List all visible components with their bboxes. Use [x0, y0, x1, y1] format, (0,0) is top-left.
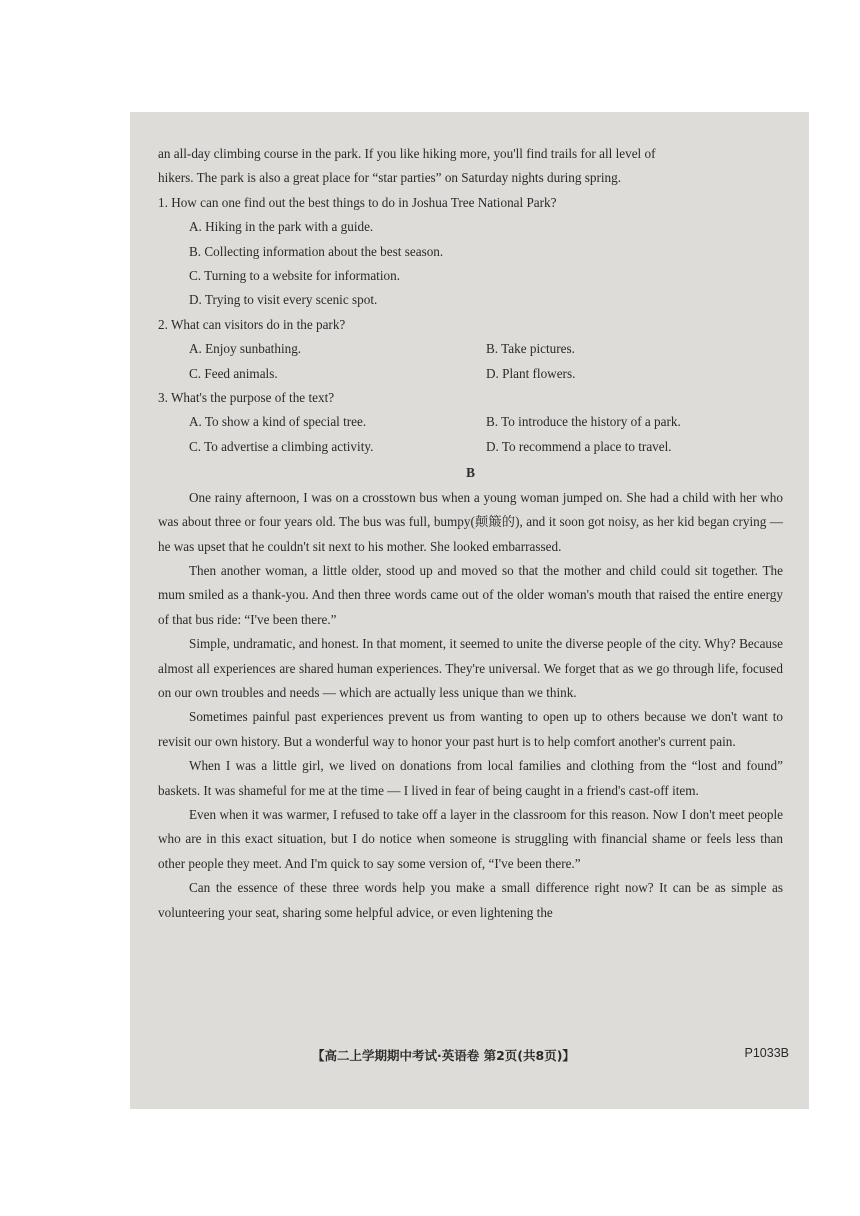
option-row: [158, 362, 783, 386]
option-row: [158, 410, 783, 434]
page-content: [158, 142, 783, 925]
option-a: A. To show a kind of special tree.: [189, 414, 367, 430]
option-c: C. Feed animals.: [189, 365, 278, 381]
passage-paragraph: Sometimes painful past experiences prevent us from wanting to open up to others because we don't want to revisit our own history. But a wonderful way to honor your past hurt is to help comfort another's current pain.: [158, 709, 783, 749]
question-stem: 3. What's the purpose of the text?: [158, 390, 335, 406]
passage-paragraph: Then another woman, a little older, stood up and moved so that the mother and child could sit together. The mum smiled as a thank-you. And then three words came out of the older woman's mouth that raised the entire energy of that bus ride: “I've been there.”: [158, 562, 783, 627]
option-c: C. To advertise a climbing activity.: [189, 438, 374, 454]
question-1: [158, 191, 783, 313]
option-b: B. Take pictures.: [486, 341, 575, 357]
option-b: B. To introduce the history of a park.: [486, 414, 681, 430]
option-b: B. Collecting information about the best season.: [189, 243, 444, 259]
intro-line: an all-day climbing course in the park. If you like hiking more, you'll find trails for all level of: [158, 146, 656, 161]
passage-paragraph: Even when it was warmer, I refused to take off a layer in the classroom for this reason. Now I don't meet people who are in this exact situation, but I do notice when someone is struggling with financial shame or feels less than other people they meet. And I'm quick to say some version of, “I've been there.”: [158, 806, 783, 871]
question-3: [158, 386, 783, 459]
option-d: D. To recommend a place to travel.: [486, 438, 672, 454]
footer-title: 【高二上学期期中考试·英语卷 第2页(共8页)】: [312, 1048, 575, 1063]
question-stem: 1. How can one find out the best things to do in Joshua Tree National Park?: [158, 194, 557, 210]
question-stem: 2. What can visitors do in the park?: [158, 316, 346, 332]
option-row: [158, 337, 783, 361]
passage-paragraph: Simple, undramatic, and honest. In that moment, it seemed to unite the diverse people of the city. Why? Because almost all experiences are shared human experiences. They're universal. We forget that as we go through life, focused on our own troubles and needs — which are actually less unique than we think.: [158, 636, 784, 700]
section-heading: B: [466, 465, 475, 481]
passage-paragraph: Can the essence of these three words help you make a small difference right now? It can be as simple as volunteering your seat, sharing some helpful advice, or even lightening the: [158, 880, 783, 920]
question-2: [158, 313, 783, 386]
option-d: D. Plant flowers.: [486, 365, 576, 381]
option-c: C. Turning to a website for information.: [189, 268, 400, 284]
option-row: [158, 435, 783, 459]
footer-code: P1033B: [744, 1046, 789, 1060]
exam-page: [130, 112, 809, 1109]
option-d: D. Trying to visit every scenic spot.: [189, 292, 378, 308]
option-a: A. Enjoy sunbathing.: [189, 341, 302, 357]
passage-paragraph: One rainy afternoon, I was on a crosstown bus when a young woman jumped on. She had a child with her who was about three or four years old. The bus was full, bumpy(颠簸的), and it soon got noisy, as her kid began crying — he was upset that he couldn't sit next to his mother. She looked embarrassed.: [158, 489, 783, 554]
option-a: A. Hiking in the park with a guide.: [189, 219, 374, 235]
intro-line: hikers. The park is also a great place for “star parties” on Saturday nights during spring.: [158, 170, 622, 186]
passage-paragraph: When I was a little girl, we lived on donations from local families and clothing from the “lost and found” baskets. It was shameful for me at the time — I lived in fear of being caught in a friend's cast-off item.: [158, 758, 783, 798]
